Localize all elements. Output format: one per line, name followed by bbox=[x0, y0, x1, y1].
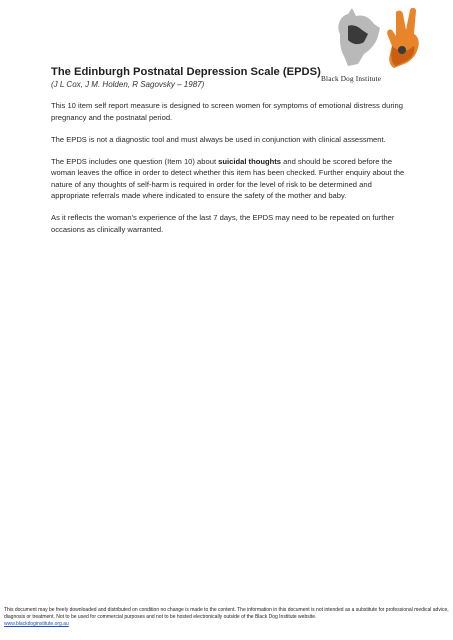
paragraph-suicidal-thoughts bbox=[51, 156, 411, 202]
black-dog-institute-logo bbox=[318, 6, 443, 98]
footer bbox=[4, 607, 453, 628]
document-body bbox=[51, 100, 411, 246]
document-authors: (J L Cox, J M. Holden, R Sagovsky – 1987) bbox=[51, 80, 205, 89]
dog-hand-shadow-icon bbox=[318, 6, 443, 76]
paragraph-suicidal-thoughts-start: The EPDS includes one question (Item 10) about bbox=[51, 156, 219, 166]
paragraph-suicidal-thoughts-end: and should be scored before the woman leaves the office in order to detect whether this item has been checked. Further enquiry about the nature of any thoughts of self-harm is required in order for the level of risk to be determined and appropriate referrals made where indicated to ensure the safety of the mother and baby. bbox=[51, 156, 405, 201]
footer-disclaimer: This document may be freely downloaded and distributed on condition no change is made to the content. The information in this document is not intended as a substitute for professional medical advice, diagnosis or treatment. Not to be used for commercial purposes and not to be hosted electronically outside of the Black Dog Institute website. bbox=[4, 607, 449, 620]
footer-website-link[interactable]: www.blackdoginstitute.org.au bbox=[4, 621, 69, 627]
logo-text: Black Dog Institute bbox=[321, 75, 382, 83]
document-title: The Edinburgh Postnatal Depression Scale (EPDS) bbox=[51, 66, 321, 78]
suicidal-thoughts-emphasis: suicidal thoughts bbox=[218, 156, 282, 166]
paragraph-purpose: This 10 item self report measure is designed to screen women for symptoms of emotional distress during pregnancy and the postnatal period. bbox=[51, 101, 403, 122]
paragraph-repeat-assessment: As it reflects the woman's experience of the last 7 days, the EPDS may need to be repeated on further occasions as clinically warranted. bbox=[51, 213, 395, 234]
paragraph-not-diagnostic: The EPDS is not a diagnostic tool and must always be used in conjunction with clinical assessment. bbox=[51, 134, 386, 144]
